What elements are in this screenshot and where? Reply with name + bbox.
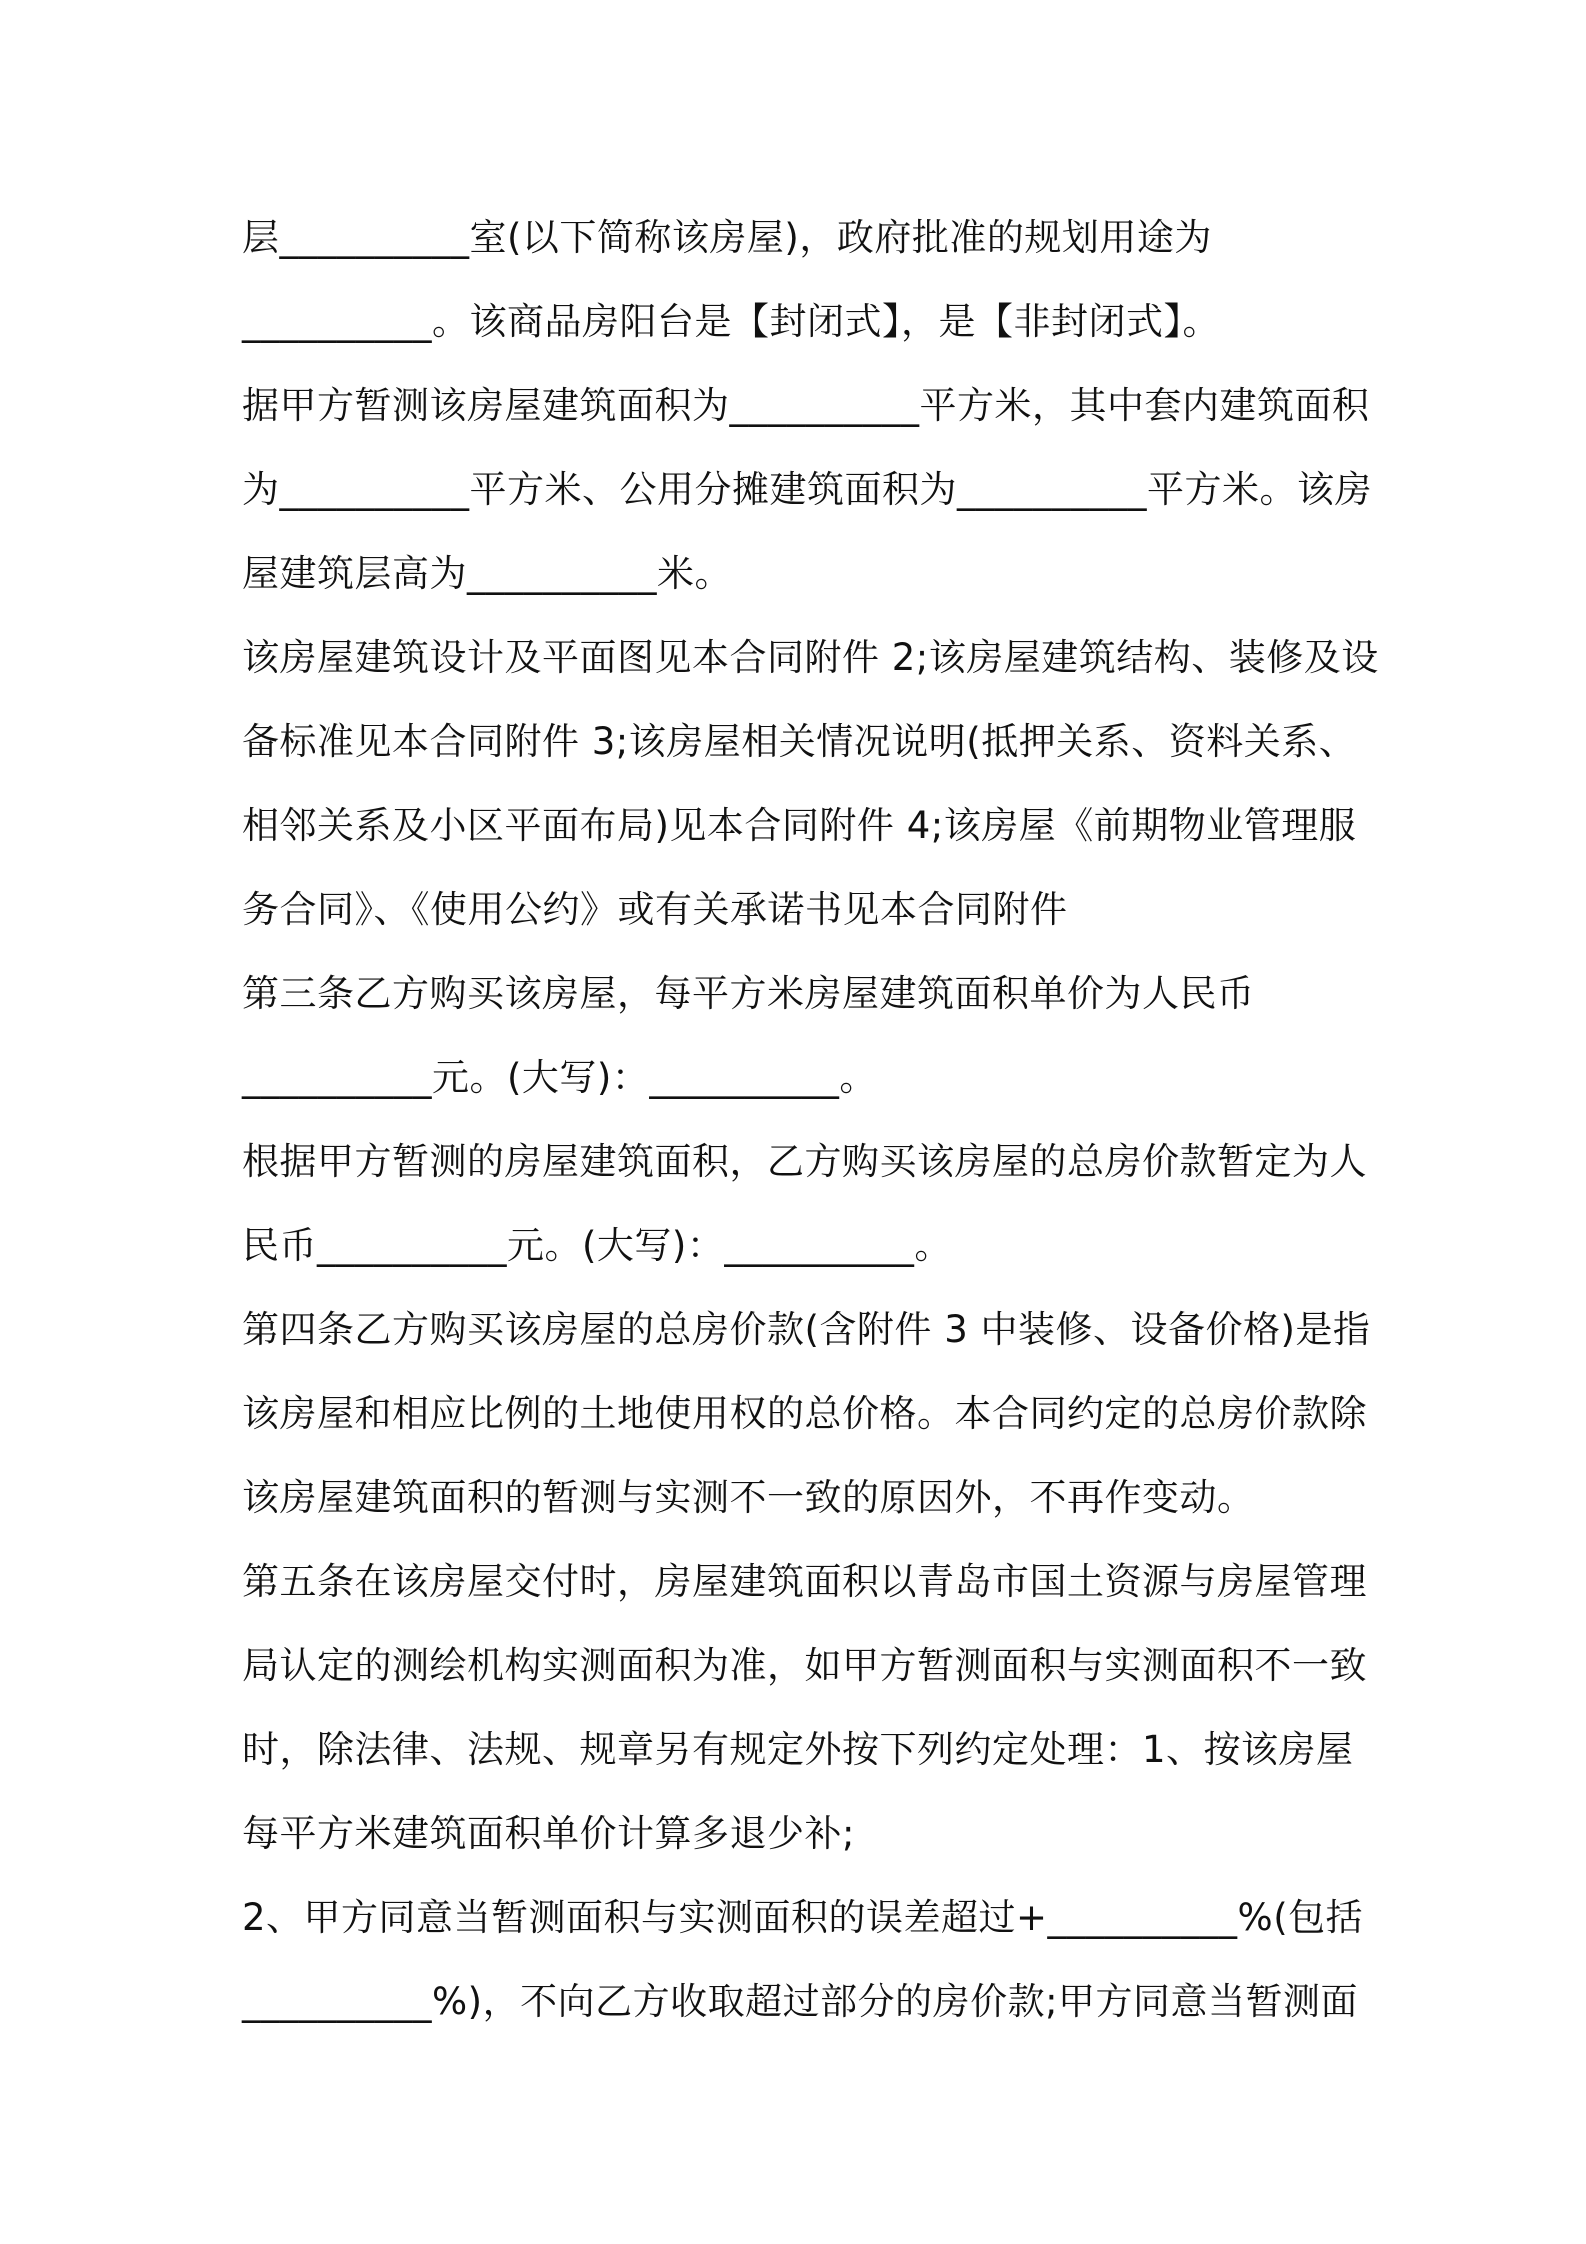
- text-line: 民币__________元。(大写)：__________。: [242, 1224, 952, 1267]
- text-line: 第三条乙方购买该房屋，每平方米房屋建筑面积单价为人民币: [242, 972, 1255, 1015]
- text-line: 根据甲方暂测的房屋建筑面积，乙方购买该房屋的总房价款暂定为人: [242, 1140, 1367, 1183]
- text-line: 该房屋建筑设计及平面图见本合同附件 2;该房屋建筑结构、装修及设: [242, 636, 1379, 679]
- text-line: 据甲方暂测该房屋建筑面积为__________平方米，其中套内建筑面积: [242, 384, 1370, 427]
- text-line: 层__________室(以下简称该房屋)，政府批准的规划用途为: [242, 216, 1212, 259]
- text-line: 务合同》、《使用公约》或有关承诺书见本合同附件: [242, 888, 1068, 931]
- text-line: 第四条乙方购买该房屋的总房价款(含附件 3 中装修、设备价格)是指: [242, 1308, 1371, 1351]
- text-line: 每平方米建筑面积单价计算多退少补;: [242, 1812, 855, 1855]
- text-line: 第五条在该房屋交付时，房屋建筑面积以青岛市国土资源与房屋管理: [242, 1560, 1367, 1603]
- text-line: 屋建筑层高为__________米。: [242, 552, 732, 595]
- text-line: 时，除法律、法规、规章另有规定外按下列约定处理：1、按该房屋: [242, 1728, 1354, 1771]
- text-line: 该房屋和相应比例的土地使用权的总价格。本合同约定的总房价款除: [242, 1392, 1367, 1435]
- text-line: __________元。(大写)：__________。: [242, 1056, 877, 1099]
- text-line: 相邻关系及小区平面布局)见本合同附件 4;该房屋《前期物业管理服: [242, 804, 1357, 847]
- text-line: 该房屋建筑面积的暂测与实测不一致的原因外，不再作变动。: [242, 1476, 1255, 1519]
- text-line: __________。该商品房阳台是【封闭式】，是【非封闭式】。: [242, 300, 1220, 343]
- text-line: 备标准见本合同附件 3;该房屋相关情况说明(抵押关系、资料关系、: [242, 720, 1357, 763]
- text-line: 局认定的测绘机构实测面积为准，如甲方暂测面积与实测面积不一致: [242, 1644, 1367, 1687]
- contract-text: [242, 196, 1379, 2044]
- text-line: 为__________平方米、公用分摊建筑面积为__________平方米。该房: [242, 468, 1372, 511]
- text-line: __________%)，不向乙方收取超过部分的房价款;甲方同意当暂测面: [242, 1980, 1359, 2023]
- text-line: 2、甲方同意当暂测面积与实测面积的误差超过+__________%(包括: [242, 1896, 1364, 1939]
